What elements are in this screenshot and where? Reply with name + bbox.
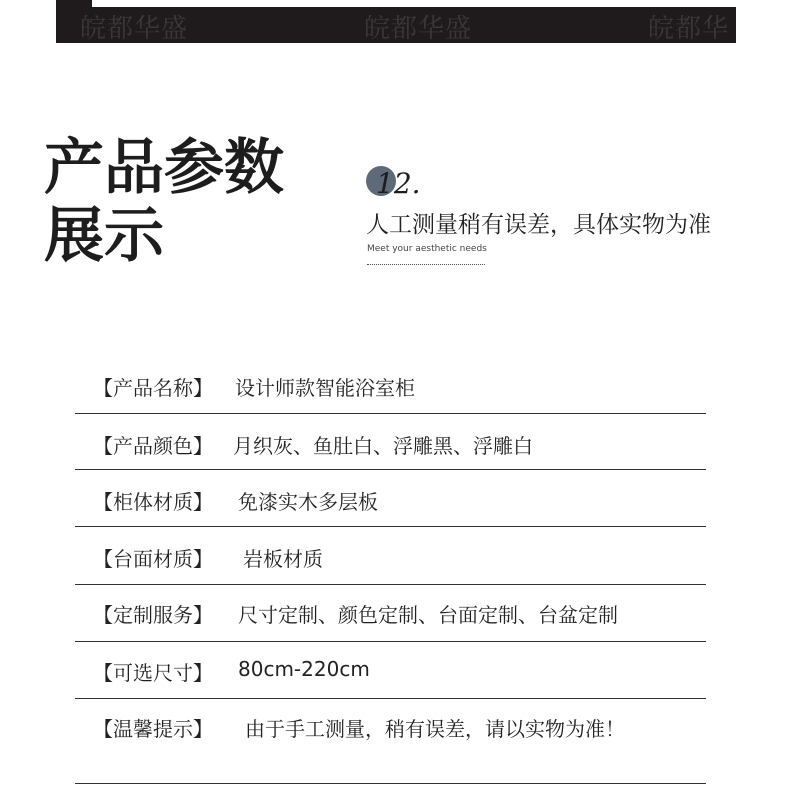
- section-subtitle: 人工测量稍有误差，具体实物为准: [366, 212, 711, 238]
- spec-label: 【定制服务】: [93, 603, 213, 627]
- spec-row-notice: [75, 698, 706, 784]
- spec-value: 80cm-220cm: [238, 657, 370, 681]
- spec-label: 【产品名称】: [93, 376, 213, 400]
- spec-value: 月织灰、鱼肚白、浮雕黑、浮雕白: [233, 434, 533, 458]
- spec-value: 尺寸定制、颜色定制、台面定制、台盆定制: [238, 603, 618, 627]
- spec-label: 【温馨提示】: [93, 717, 213, 741]
- page-title-line2: 展示: [44, 201, 164, 271]
- spec-value: 设计师款智能浴室柜: [235, 376, 415, 400]
- banner-strip-gap: [56, 0, 92, 7]
- page-title-line1: 产品参数: [44, 133, 284, 203]
- section-number-text: 12.: [376, 167, 421, 200]
- spec-row-custom-service: [75, 585, 706, 642]
- header-banner: [56, 0, 736, 43]
- banner-top-strip: [56, 0, 736, 7]
- spec-label: 【柜体材质】: [93, 490, 213, 514]
- section-tagline: Meet your aesthetic needs: [367, 244, 487, 254]
- spec-row-size-options: [75, 642, 706, 699]
- spec-label: 【产品颜色】: [93, 434, 213, 458]
- spec-label: 【可选尺寸】: [93, 661, 213, 685]
- spec-value: 由于手工测量，稍有误差，请以实物为准！: [245, 717, 625, 741]
- spec-row-product-name: [75, 357, 706, 414]
- spec-label: 【台面材质】: [93, 547, 213, 571]
- spec-row-cabinet-material: [75, 470, 706, 527]
- watermark-text: 皖都华盛: [80, 14, 189, 43]
- spec-row-countertop-material: [75, 528, 706, 585]
- spec-value: 岩板材质: [243, 547, 323, 571]
- spec-value: 免漆实木多层板: [238, 490, 378, 514]
- watermark-text: 皖都华: [648, 14, 730, 43]
- watermark-text: 皖都华盛: [364, 14, 473, 43]
- spec-row-product-color: [75, 413, 706, 470]
- dotted-divider: [367, 264, 485, 265]
- section-number: [366, 166, 426, 198]
